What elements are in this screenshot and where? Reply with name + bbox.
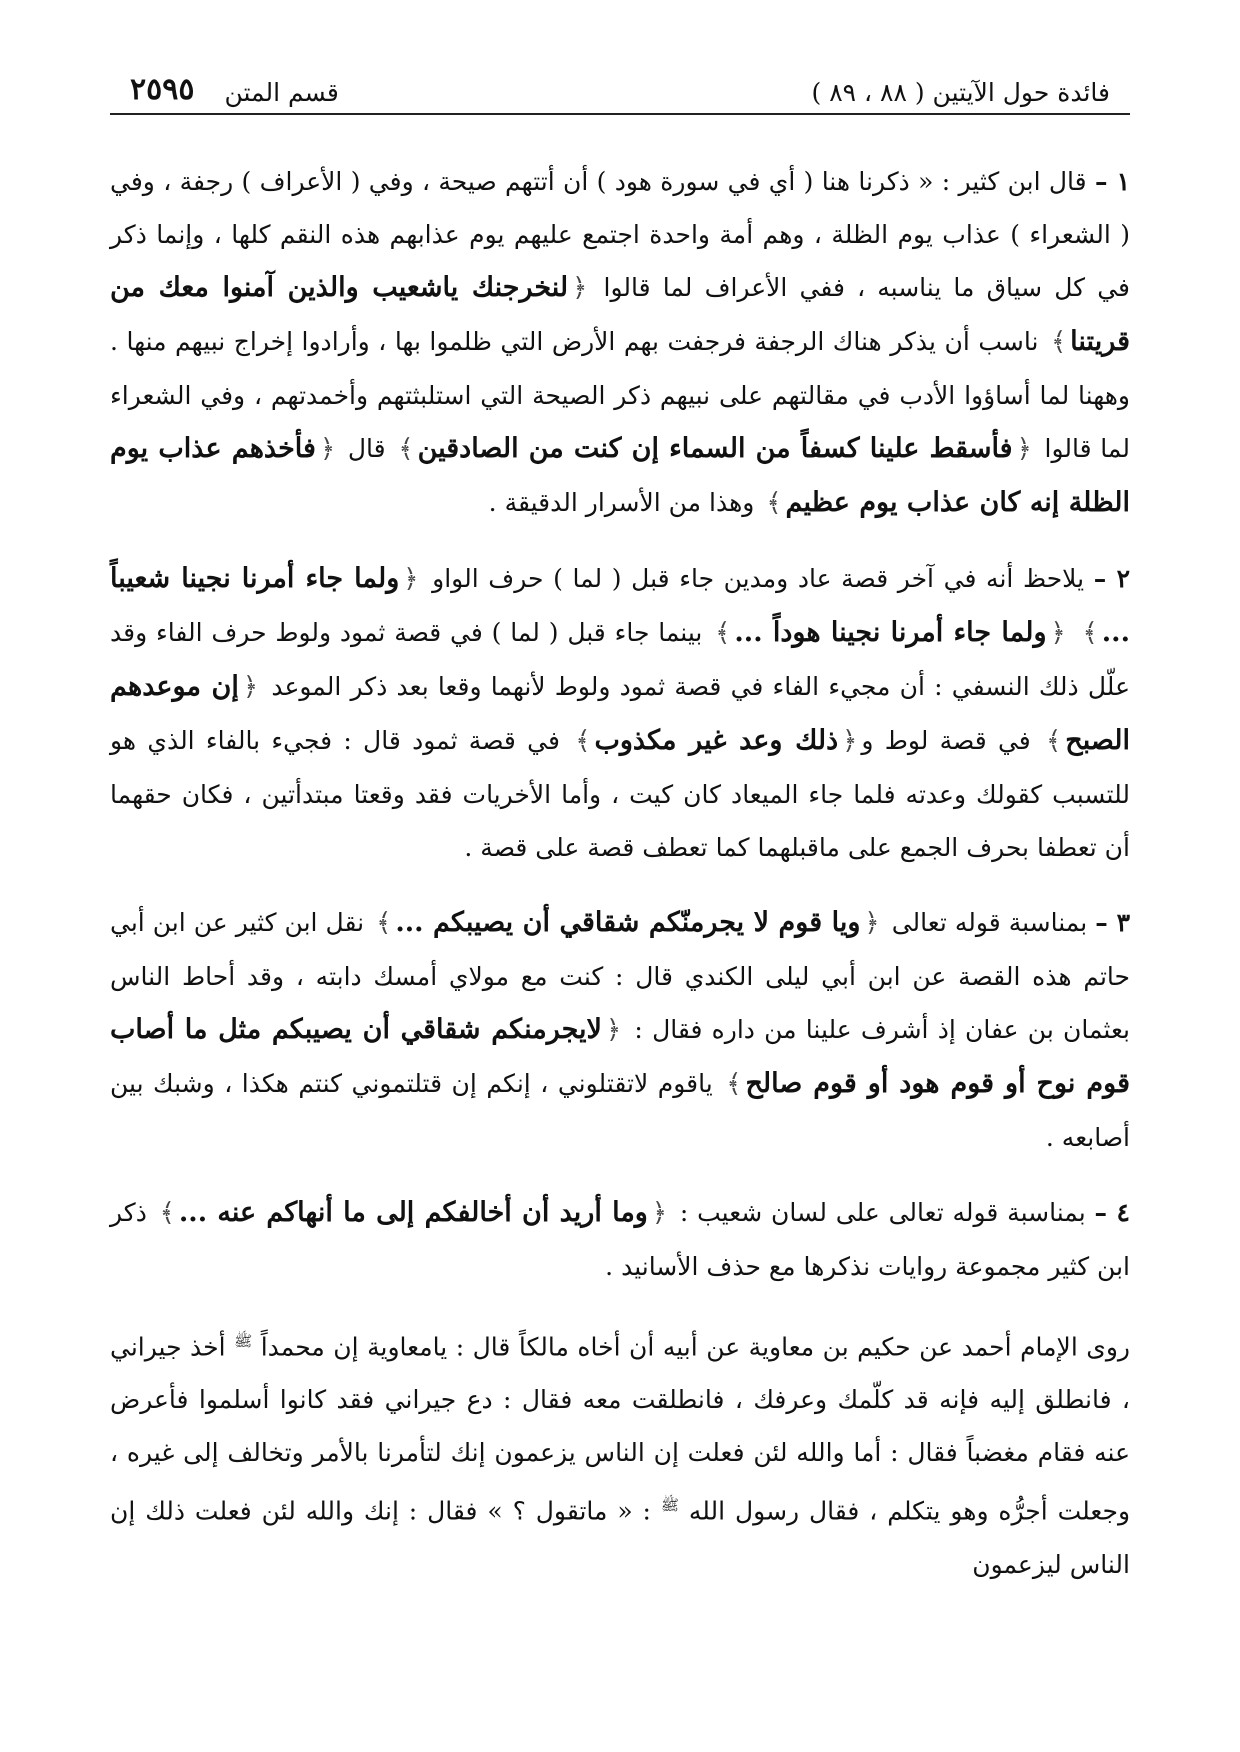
paragraph-2 [110, 552, 1130, 874]
text-run: قال ابن كثير : « ذكرنا هنا ( أي في سورة هود ) أن أتتهم صيحة ، وفي ( الأعراف ) رجفة ، وفي ( الشعراء ) عذاب يوم الظلة ، وهم أمة واحدة اجتمع عليهم يوم عذابهم هذه النقم كلها ، وإنما ذكر في كل سياق ما يناسبه ، ففي الأعراف لما قالوا [110, 167, 1131, 302]
header-section: قسم المتن [224, 78, 339, 107]
text-run: ناسب أن يذكر هناك الرجفة فرجفت بهم الأرض التي ظلموا بها ، وأرادوا إخراج نبيهم منها . وههنا لما أساؤوا الأدب في مقالتهم على نبيهم ذكر الصيحة التي استلبثتهم وأخمدتهم ، وفي الشعراء لما قالوا [110, 327, 1130, 463]
quran-quote: لنخرجنك ياشعيب والذين آمنوا معك من قريتنا [110, 272, 1131, 357]
quran-bracket-close: ﴾ [1082, 618, 1098, 648]
quran-bracket-close: ﴾ [1050, 327, 1067, 357]
header-left-group [130, 72, 339, 107]
quran-bracket-open: ﴿ [572, 273, 588, 303]
paragraph-5 [110, 1315, 1130, 1591]
quran-bracket-close: ﴾ [726, 1069, 742, 1099]
item-number: ٤ – [1094, 1198, 1130, 1227]
quran-bracket-close: ﴾ [766, 488, 782, 518]
quran-bracket-close: ﴾ [715, 618, 731, 648]
text-run: في قصة ثمود قال : فجيء بالفاء الذي هو للتسبب كقولك وعدته فلما جاء الميعاد كان كيت ، وأما الأخريات فقد وقعتا مبتدأتين ، فكان حقهما أن تعطفا بحرف الجمع على ماقبلهما كما تعطف قصة على قصة . [110, 726, 1130, 862]
quran-quote: ويا قوم لا يجرمنّكم شقاقي أن يصيبكم ... [395, 907, 861, 938]
quran-bracket-open: ﴿ [842, 726, 858, 756]
text-run: : « ماتقول ؟ » فقال : إنك والله لئن فعلت ذلك إن الناس ليزعمون [110, 1496, 1130, 1579]
quran-quote: ذلك وعد غير مكذوب [594, 725, 839, 756]
page-number: ٢٥٩٥ [130, 72, 195, 107]
text-run: بمناسبة قوله تعالى على لسان شعيب : [679, 1198, 1086, 1227]
quran-bracket-close: ﴾ [1046, 726, 1062, 756]
text-run: بينما جاء قبل ( لما ) في قصة ثمود ولوط حرف الفاء وقد علّل ذلك النسفي : أن مجيء الفاء في قصة ثمود ولوط لأنهما وقعا بعد ذكر الموعد [110, 618, 1130, 701]
paragraph-1 [110, 155, 1130, 530]
quran-bracket-open: ﴿ [605, 1015, 622, 1045]
paragraph-4 [110, 1186, 1130, 1293]
quran-quote: ولما جاء أمرنا نجينا هوداً ... [734, 617, 1047, 648]
running-header [110, 60, 1130, 115]
quran-bracket-close: ﴾ [575, 726, 591, 756]
text-run: روى الإمام أحمد عن حكيم بن معاوية عن أبيه أن أخاه مالكاً قال : يامعاوية إن محمداً [260, 1332, 1130, 1362]
text-run: نقل ابن كثير عن ابن أبي حاتم هذه القصة عن ابن أبي ليلى الكندي قال : كنت مع مولاي أمسك دابته ، وقد أحاط الناس بعثمان بن عفان إذ أشرف علينا من داره فقال : [110, 908, 1131, 1044]
page-body [110, 115, 1130, 1591]
item-number: ١ – [1094, 167, 1130, 196]
salawat-glyph: ﷺ [234, 1332, 253, 1350]
quran-quote: ولما جاء أمرنا نجينا شعيباً ... [110, 563, 1130, 648]
text-run: بمناسبة قوله تعالى [891, 908, 1088, 937]
text-run: ياقوم لاتقتلوني ، إنكم إن قتلتموني كنتم هكذا ، وشبك بين أصابعه . [110, 1069, 1130, 1152]
text-run: يلاحظ أنه في آخر قصة عاد ومدين جاء قبل ( لما ) حرف الواو [432, 564, 1085, 593]
text-run: وهذا من الأسرار الدقيقة . [488, 488, 755, 517]
salawat-glyph: ﷺ [660, 1496, 679, 1515]
item-number: ٣ – [1095, 908, 1130, 937]
quran-bracket-open: ﴿ [319, 434, 336, 464]
text-run: قال [347, 434, 386, 463]
quran-bracket-close: ﴾ [398, 434, 414, 464]
quran-quote: فأسقط علينا كسفاً من السماء إن كنت من الصادقين [417, 433, 1013, 464]
text-run: في قصة لوط و [861, 726, 1031, 755]
header-title: فائدة حول الآيتين ( ٨٨ ، ٨٩ ) [811, 78, 1110, 107]
quran-quote: إن موعدهم الصبح [110, 671, 1130, 756]
quran-bracket-open: ﴿ [651, 1198, 668, 1228]
quran-bracket-open: ﴿ [1016, 434, 1032, 464]
quran-bracket-open: ﴿ [864, 908, 880, 938]
quran-quote: لايجرمنكم شقاقي أن يصيبكم مثل ما أصاب قوم نوح أو قوم هود أو قوم صالح [110, 1014, 1130, 1099]
quran-bracket-open: ﴿ [1050, 618, 1066, 648]
quran-quote: وما أريد أن أخالفكم إلى ما أنهاكم عنه ... [178, 1197, 648, 1228]
quran-bracket-open: ﴿ [403, 564, 419, 594]
quran-bracket-close: ﴾ [159, 1198, 175, 1228]
book-page [110, 60, 1130, 1712]
text-run: أخذ جيراني ، فانطلق إليه فإنه قد كلّمك وعرفك ، فانطلقت معه فقال : دع جيراني فقد كانوا أسلموا فأعرض عنه فقام مغضباً فقال : أما والله لئن فعلت إن الناس يزعمون إنك لتأمرنا بالأمر وتخالف إلى غيره ، وجعلت أجرُّه وهو يتكلم ، فقال رسول الله [110, 1332, 1131, 1526]
item-number: ٢ – [1093, 564, 1131, 593]
paragraph-3 [110, 896, 1130, 1164]
quran-bracket-open: ﴿ [242, 672, 259, 702]
text-run: ذكر ابن كثير مجموعة روايات نذكرها مع حذف الأسانيد . [110, 1198, 1130, 1281]
quran-bracket-close: ﴾ [376, 908, 392, 938]
quran-quote: فأخذهم عذاب يوم الظلة إنه كان عذاب يوم عظيم [110, 433, 1130, 518]
